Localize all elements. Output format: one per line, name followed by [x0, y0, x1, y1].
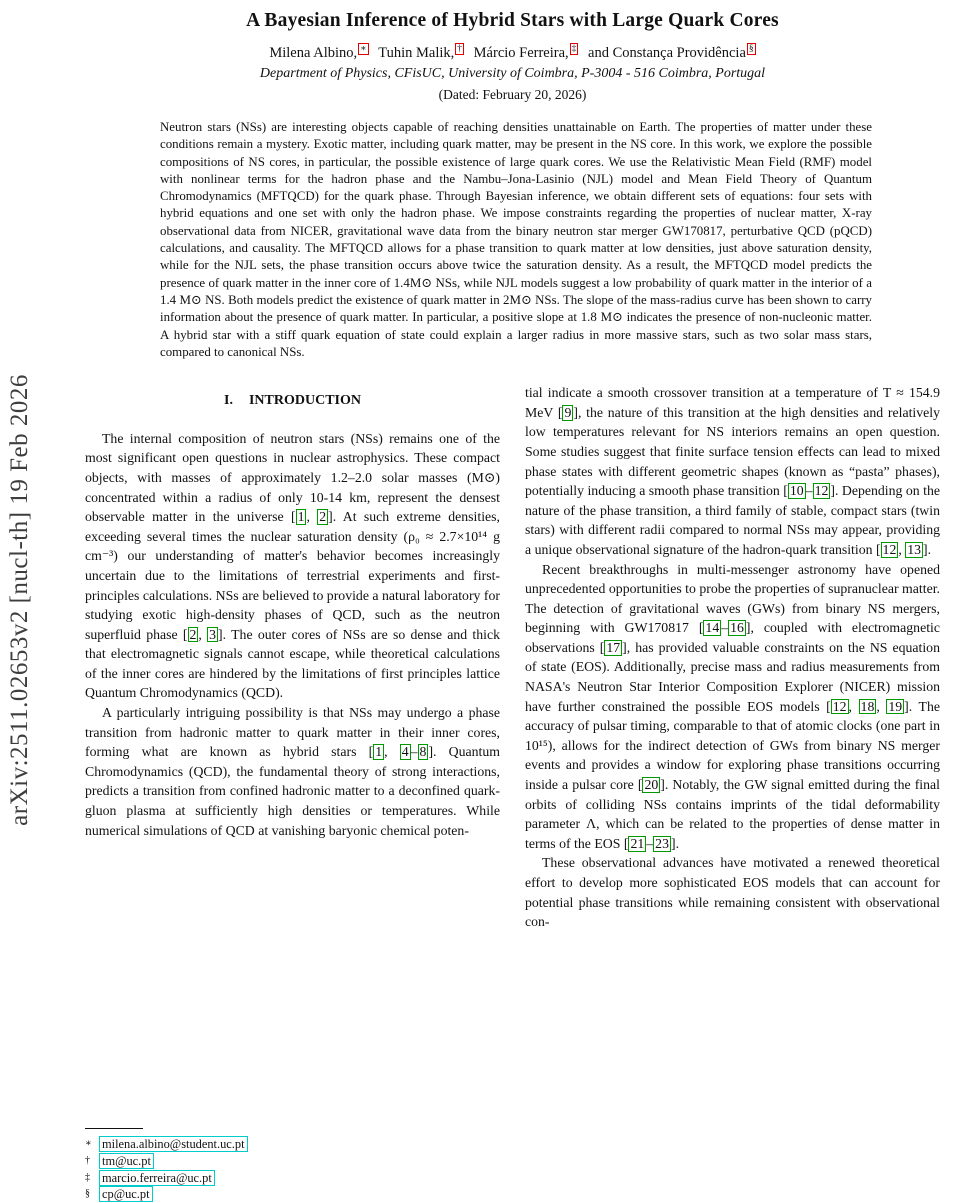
citation-link[interactable]: 13 — [907, 541, 922, 557]
abstract: Neutron stars (NSs) are interesting objects capable of reaching densities unattainable on Earth. The properties of matter under these conditions remain a mystery. Exotic matter, including quark matter, may be present in the NS core. In this work, we explore the possible compositions of NS cores, in particular, the possible existence of large quark cores. We use the Relativistic Mean Field (RMF) model with nonlinear terms for the hadron phase and the Nambu–Jona-Lasinio (NJL) model and Mean Field Theory of Quantum Chromodynamics (MFTQCD) for the quark phase. Through Bayesian inference, we obtain different sets of equations: four sets with hybrid equations and one set with only the hadron phase. We impose constraints regarding the properties of nuclear matter, X-ray observational data from NICER, gravitational wave data from the binary neutron star merger GW170817, perturbative QCD (pQCD) calculations, and causality. The MFTQCD allows for a phase transition to quark matter at low densities, just above saturation density, while for the NJL sets, the phase transition occurs above twice the saturation density. As a result, the MFTQCD model predicts the presence of quark matter in the inner core of 1.4M⊙ NSs, while NJL models suggest a low probability of quark matter in the interior of a 1.4 M⊙ NS. Both models predict the existence of quark matter in 2M⊙ NSs. The slope of the mass-radius curve has been shown to carry information about the presence of quark matter. In particular, a positive slope at 1.8 M⊙ indicates the presence of non-nucleonic matter. A hybrid star with a stiff quark equation of state could explain a larger radius in more massive stars, such as two solar mass stars, compared to canonical NSs. — [160, 120, 872, 359]
citation-link[interactable]: 8 — [419, 744, 427, 760]
footnote — [85, 1136, 505, 1153]
citation-link[interactable]: 16 — [730, 620, 744, 636]
footnote-block — [85, 1128, 505, 1203]
author-name: Milena Albino, — [269, 45, 358, 61]
footnote — [85, 1186, 505, 1203]
citation-link[interactable]: 9 — [564, 404, 572, 420]
paragraph: Recent breakthroughs in multi-messenger astronomy have opened unprecedented opportunities to probe the properties of supranuclear matter. The detection of gravitational waves (GWs) from binary NS mergers, beginning with GW170817 [ 14 – 16 ], coupled with electromagnetic observations [ 17 ], has provided valuable constraints on the NS equation of state (EOS). Additionally, precise mass and radius measurements from NASA's Neutron Star Interior Composition Explorer (NICER) mission have further constrained the possible EOS models [ 12 , 18 , 19 ]. The accuracy of pulsar timing, comparable to that of atomic clocks (one part in 10¹⁵), allows for the indirect detection of GWs from binary NS merger events and provides a window for exploring phase transitions occurring inside a pulsar core [ 20 ]. Notably, the GW signal emitted during the final orbits of colliding NSs contains imprints of the tidal deformability parameter Λ, which can be related to the properties of dense matter in terms of the EOS [ 21 – 23 ]. — [525, 561, 940, 851]
paragraph: These observational advances have motivated a renewed theoretical effort to develop more sophisticated EOS models that can account for potential phase transitions while remaining consistent with observational con- — [525, 855, 940, 930]
author — [269, 45, 368, 61]
footnote-symbol: † — [85, 1154, 90, 1166]
citation-link[interactable]: 18 — [860, 698, 875, 714]
citation-link[interactable]: 10 — [789, 483, 804, 499]
paper-title: A Bayesian Inference of Hybrid Stars with Large Quark Cores — [246, 10, 779, 31]
citation-link[interactable]: 2 — [189, 626, 197, 642]
citation-link[interactable]: 1 — [297, 509, 305, 525]
footnote-rule — [85, 1128, 143, 1129]
citation-link[interactable]: 2 — [319, 509, 327, 525]
citation-link[interactable]: 14 — [705, 620, 720, 636]
author-name: and Constança Providência — [588, 45, 746, 61]
footnote-symbol: ∗ — [85, 1138, 92, 1149]
footnote-symbol: ‡ — [85, 1171, 90, 1183]
author-name: Márcio Ferreira, — [473, 45, 569, 61]
paragraph: tial indicate a smooth crossover transition at a temperature of T ≈ 154.9 MeV [ 9 ], the nature of this transition at the high densities and relatively low temperatures relevant for NS interiors remains an open question. Some studies suggest that finite surface tension effects can lead to mixed phase states with different geometric shapes (known as “pasta” phases), potentially inducing a smooth phase transition [ 10 – 12 ]. Depending on the nature of the phase transition, a third family of stable, compact stars (twin stars) with different radii compared to normal NSs may appear, providing a unique observational signature of the hadron-quark transition [ 12 , 13 ]. — [525, 385, 940, 557]
section-number: I. — [224, 393, 233, 409]
citation-link[interactable]: 12 — [832, 698, 847, 714]
citation-link[interactable]: 1 — [375, 744, 383, 760]
footnote — [85, 1170, 505, 1187]
right-column — [525, 383, 940, 932]
citation-link[interactable]: 20 — [644, 777, 659, 793]
section-heading-introduction — [85, 391, 500, 411]
section-title: INTRODUCTION — [248, 393, 361, 409]
paragraph: The internal composition of neutron stars (NSs) remains one of the most significant open questions in nuclear astrophysics. These compact objects, with masses of approximately 1.2–2.0 solar masses (M⊙) concentrated within a radius of only 10-14 km, represent the densest observable matter in the universe [ 1 , 2 ]. At such extreme densities, exceeding several times the nuclear saturation density (ρ₀ ≈ 2.7×10¹⁴ g cm⁻³) our understanding of matter's behavior becomes increasingly uncertain due to the limitations of terrestrial experiments and first-principles calculations. NSs are believed to provide a natural laboratory for studying exotic high-density phases of QCD, such as the neutron superfluid phase [ 2 , 3 ]. The outer cores of NSs are so dense and thick that electromagnetic signals cannot escape, while theoretical calculations of the inner cores are hindered by the limitations of first principles lattice Quantum Chromodynamics (QCD). — [85, 430, 500, 701]
email-link[interactable]: cp@uc.pt — [99, 1186, 153, 1202]
email-link[interactable]: tm@uc.pt — [99, 1153, 154, 1169]
citation-link[interactable]: 19 — [888, 698, 903, 714]
author-footnote-marker[interactable]: ∗ — [360, 44, 367, 55]
citation-link[interactable]: 17 — [606, 639, 621, 655]
paragraph: A particularly intriguing possibility is that NSs may undergo a phase transition from hadronic matter to quark matter in their inner cores, forming what are known as hybrid stars [ 1 , 4 – 8 ]. Quantum Chromodynamics (QCD), the fundamental theory of strong interactions, predicts a transition from confined hadronic matter to a deconfined quark-gluon plasma at sufficiently high densities or temperatures. While numerical simulations of QCD at vanishing baryonic chemical poten- — [85, 705, 501, 838]
author-line — [85, 45, 940, 62]
author-footnote-marker[interactable]: ‡ — [571, 44, 577, 55]
author-footnote-marker[interactable]: † — [457, 44, 463, 55]
email-link[interactable]: marcio.ferreira@uc.pt — [99, 1170, 215, 1186]
left-column — [85, 383, 500, 840]
arxiv-watermark: arXiv:2511.02653v2 [nucl-th] 19 Feb 2026 — [6, 374, 33, 826]
citation-link[interactable]: 4 — [401, 744, 409, 760]
affiliation: Department of Physics, CFisUC, University of Coimbra, P-3004 - 516 Coimbra, Portugal — [259, 66, 766, 81]
email-link[interactable]: milena.albino@student.uc.pt — [99, 1136, 248, 1152]
citation-link[interactable]: 21 — [630, 835, 645, 851]
footnote — [85, 1153, 505, 1170]
citation-link[interactable]: 3 — [209, 626, 217, 642]
author — [588, 45, 756, 61]
citation-link[interactable]: 23 — [655, 835, 669, 851]
author-name: Tuhin Malik, — [378, 45, 455, 61]
author — [378, 45, 464, 61]
citation-link[interactable]: 12 — [814, 483, 829, 499]
two-column-body — [85, 383, 940, 932]
citation-link[interactable]: 12 — [882, 541, 897, 557]
paper-content — [85, 6, 940, 932]
author — [474, 45, 579, 61]
footnote-symbol: § — [85, 1188, 90, 1200]
date-line: (Dated: February 20, 2026) — [438, 87, 587, 102]
author-footnote-marker[interactable]: § — [748, 44, 754, 55]
